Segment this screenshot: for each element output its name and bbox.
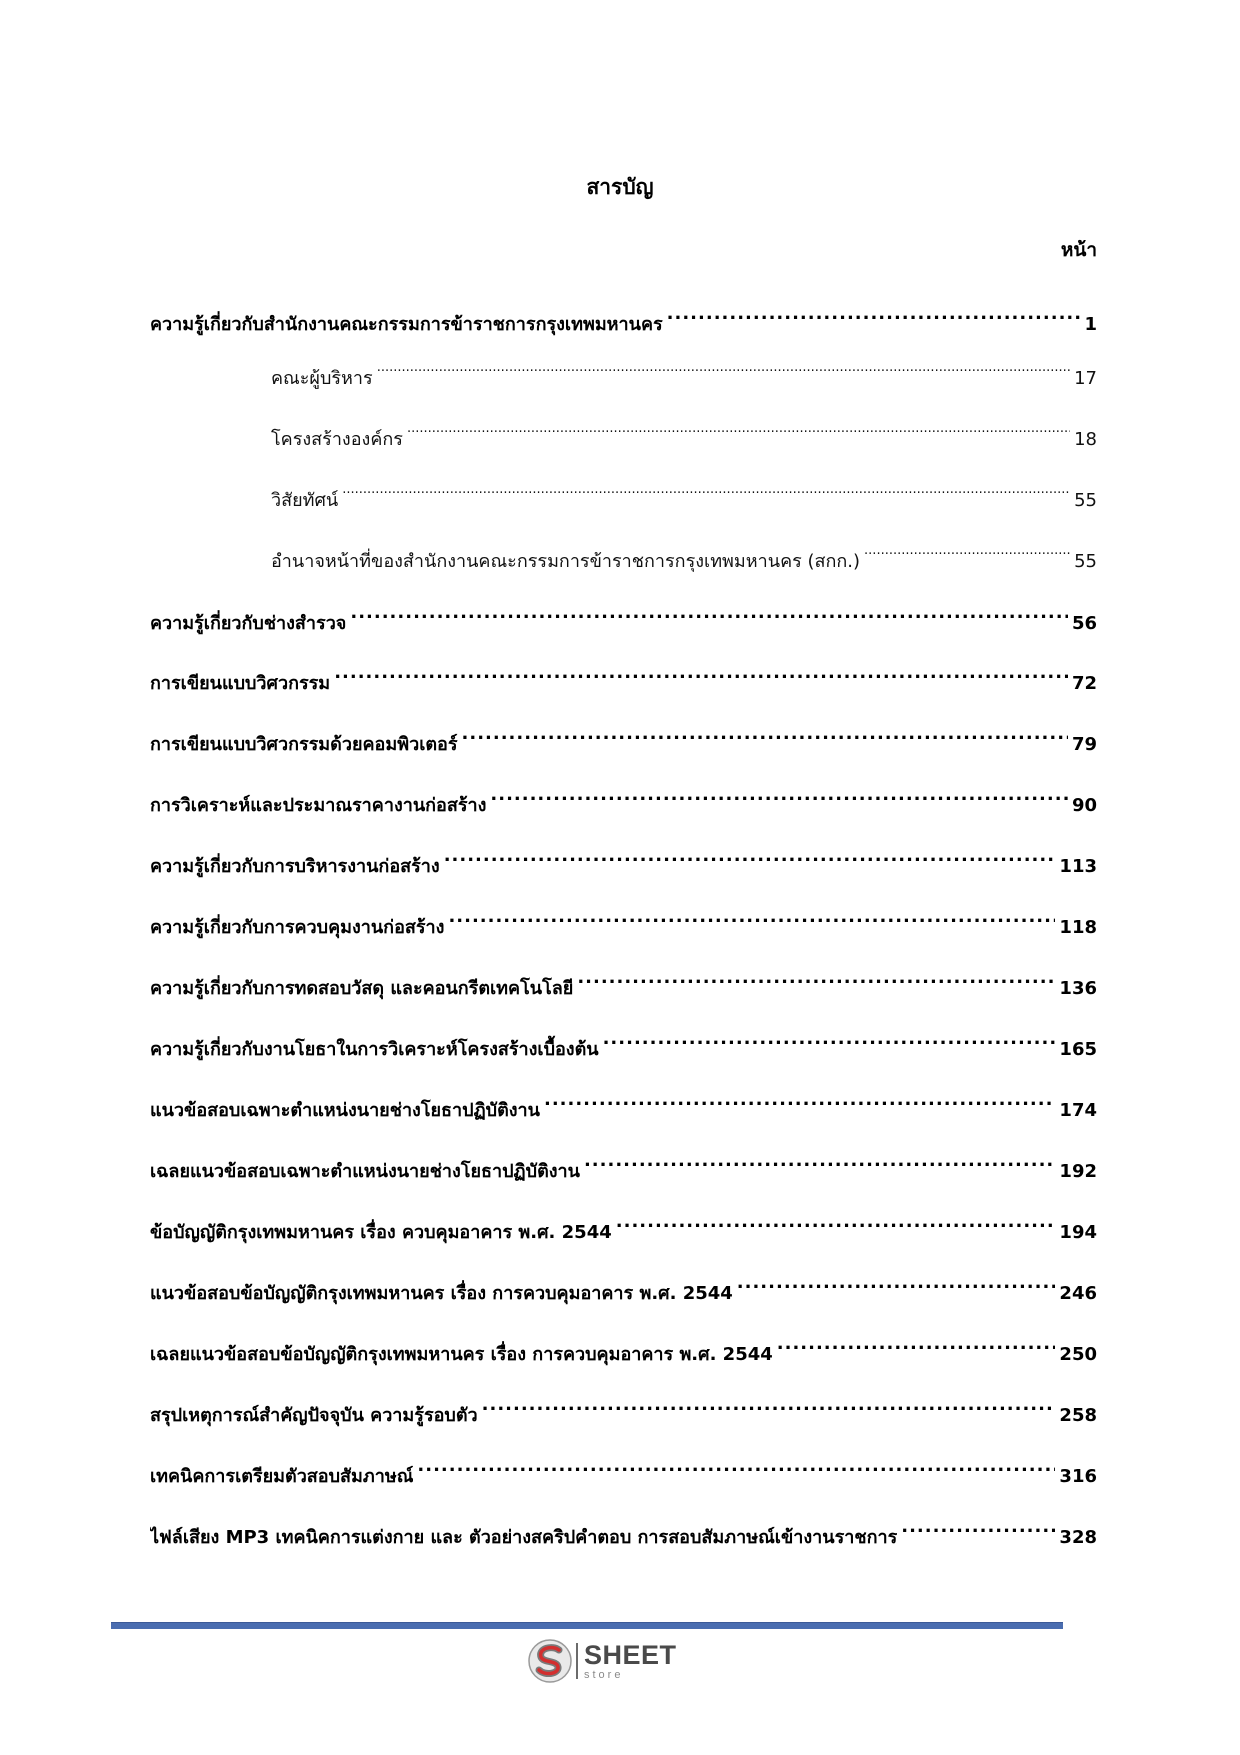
toc-subentry[interactable] <box>271 413 1097 450</box>
toc-entry-page: 250 <box>1059 1344 1097 1365</box>
toc-subentry[interactable] <box>271 474 1097 511</box>
toc-entry-page: 55 <box>1074 490 1097 511</box>
logo-sub-text: store <box>584 1668 624 1681</box>
toc-leader-dots <box>334 657 1068 689</box>
toc-leader-dots <box>482 1389 1056 1421</box>
toc-leader-dots <box>667 298 1081 330</box>
toc-entry-page: 55 <box>1074 551 1097 572</box>
toc-leader-dots <box>901 1511 1055 1543</box>
page-column-label: หน้า <box>1060 239 1097 261</box>
toc-entry[interactable] <box>150 1145 1097 1182</box>
sheet-store-s-icon <box>528 1639 572 1683</box>
logo-main-text: SHEET <box>584 1639 677 1670</box>
toc-leader-dots <box>490 779 1068 811</box>
toc-entry-title: ความรู้เกี่ยวกับการบริหารงานก่อสร้าง <box>150 856 440 877</box>
toc-entry-title: อำนาจหน้าที่ของสำนักงานคณะกรรมการข้าราชการกรุงเทพมหานคร (สกก.) <box>271 551 861 572</box>
toc-leader-dots <box>377 352 1070 384</box>
toc-entry-title: โครงสร้างองค์กร <box>271 429 403 450</box>
toc-leader-dots <box>584 1145 1055 1177</box>
toc-entry[interactable] <box>150 779 1097 816</box>
toc-entry-page: 72 <box>1071 673 1097 694</box>
toc-leader-dots <box>342 474 1070 506</box>
toc-leader-dots <box>603 1023 1056 1055</box>
toc-entry[interactable] <box>150 1511 1097 1548</box>
toc-leader-dots <box>577 962 1055 994</box>
toc-leader-dots <box>777 1328 1056 1360</box>
toc-entry-page: 316 <box>1059 1466 1097 1487</box>
toc-entry[interactable] <box>150 657 1097 694</box>
toc-entry[interactable] <box>150 298 1097 335</box>
toc-entry-title: การเขียนแบบวิศวกรรมด้วยคอมพิวเตอร์ <box>150 734 458 755</box>
toc-entry-title: เฉลยแนวข้อสอบเฉพาะตำแหน่งนายช่างโยธาปฏิบัติงาน <box>150 1161 580 1182</box>
toc-entry-title: แนวข้อสอบข้อบัญญัติกรุงเทพมหานคร เรื่อง การควบคุมอาคาร พ.ศ. 2544 <box>150 1283 733 1304</box>
toc-entry-title: แนวข้อสอบเฉพาะตำแหน่งนายช่างโยธาปฏิบัติงาน <box>150 1100 540 1121</box>
toc-entry-title: การเขียนแบบวิศวกรรม <box>150 673 331 694</box>
toc-leader-dots <box>448 901 1055 933</box>
toc-entry-page: 258 <box>1059 1405 1097 1426</box>
toc-entry-page: 165 <box>1059 1039 1097 1060</box>
toc-entry-title: ข้อบัญญัติกรุงเทพมหานคร เรื่อง ควบคุมอาคาร พ.ศ. 2544 <box>150 1222 612 1243</box>
toc-entry-page: 1 <box>1084 314 1097 335</box>
toc-entry-page: 113 <box>1059 856 1097 877</box>
toc-leader-dots <box>616 1206 1056 1238</box>
toc-entry-title: คณะผู้บริหาร <box>271 368 373 389</box>
toc-leader-dots <box>417 1450 1055 1482</box>
toc-entry-title: ความรู้เกี่ยวกับช่างสำรวจ <box>150 613 347 634</box>
toc-entry-page: 174 <box>1059 1100 1097 1121</box>
toc-entry[interactable] <box>150 1206 1097 1243</box>
toc-leader-dots <box>737 1267 1056 1299</box>
toc-entry[interactable] <box>150 597 1097 634</box>
toc-entry-title: ความรู้เกี่ยวกับการควบคุมงานก่อสร้าง <box>150 917 445 938</box>
toc-entry-title: ไฟล์เสียง MP3 เทคนิคการแต่งกาย และ ตัวอย่างสคริปคำตอบ การสอบสัมภาษณ์เข้างานราชการ <box>150 1527 898 1548</box>
toc-entry[interactable] <box>150 840 1097 877</box>
toc-entry-title: ความรู้เกี่ยวกับสำนักงานคณะกรรมการข้าราชการกรุงเทพมหานคร <box>150 314 663 335</box>
toc-leader-dots <box>462 718 1068 750</box>
toc-entry-page: 118 <box>1059 917 1097 938</box>
toc-entry[interactable] <box>150 901 1097 938</box>
toc-leader-dots <box>350 597 1068 629</box>
toc-entry-page: 328 <box>1059 1527 1097 1548</box>
toc-entry-page: 79 <box>1071 734 1097 755</box>
toc-leader-dots <box>864 535 1070 567</box>
toc-subentry[interactable] <box>271 352 1097 389</box>
toc-entry[interactable] <box>150 1267 1097 1304</box>
toc-leader-dots <box>407 413 1070 445</box>
toc-entry-page: 136 <box>1059 978 1097 999</box>
toc-entry[interactable] <box>150 962 1097 999</box>
toc-entry[interactable] <box>150 718 1097 755</box>
footer-rule <box>111 1622 1063 1629</box>
toc-entry-title: วิสัยทัศน์ <box>271 490 339 511</box>
logo-wordmark <box>584 1639 677 1681</box>
toc-entry-page: 246 <box>1059 1283 1097 1304</box>
toc-entry-title: การวิเคราะห์และประมาณราคางานก่อสร้าง <box>150 795 487 816</box>
toc-entry[interactable] <box>150 1389 1097 1426</box>
toc-entry-page: 18 <box>1074 429 1097 450</box>
toc-leader-dots <box>544 1084 1055 1116</box>
toc-entry-title: สรุปเหตุการณ์สำคัญปัจจุบัน ความรู้รอบตัว <box>150 1405 478 1426</box>
page-title: สารบัญ <box>586 175 654 199</box>
toc-entry[interactable] <box>150 1084 1097 1121</box>
toc-subentry[interactable] <box>271 535 1097 572</box>
toc-entry-title: ความรู้เกี่ยวกับการทดสอบวัสดุ และคอนกรีตเทคโนโลยี <box>150 978 574 999</box>
toc-entry[interactable] <box>150 1023 1097 1060</box>
toc-entry-title: ความรู้เกี่ยวกับงานโยธาในการวิเคราะห์โครงสร้างเบื้องต้น <box>150 1039 599 1060</box>
toc-entry-page: 56 <box>1071 613 1097 634</box>
toc-entry-page: 90 <box>1071 795 1097 816</box>
toc-entry[interactable] <box>150 1328 1097 1365</box>
sheet-store-logo <box>528 1638 677 1684</box>
toc-entry-page: 194 <box>1059 1222 1097 1243</box>
toc-entry-page: 17 <box>1074 368 1097 389</box>
toc-entry-page: 192 <box>1059 1161 1097 1182</box>
logo-divider <box>576 1643 578 1679</box>
toc-entry[interactable] <box>150 1450 1097 1487</box>
toc-entry-title: เทคนิคการเตรียมตัวสอบสัมภาษณ์ <box>150 1466 414 1487</box>
toc-entry-title: เฉลยแนวข้อสอบข้อบัญญัติกรุงเทพมหานคร เรื่อง การควบคุมอาคาร พ.ศ. 2544 <box>150 1344 773 1365</box>
toc-leader-dots <box>444 840 1056 872</box>
